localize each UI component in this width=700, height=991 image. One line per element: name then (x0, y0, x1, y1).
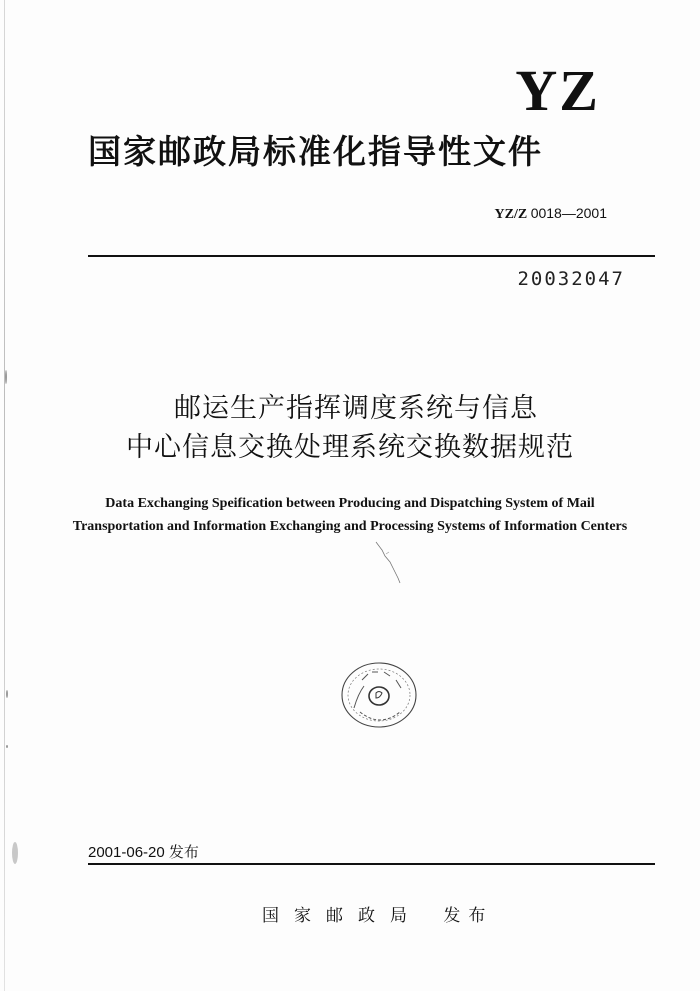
top-rule (88, 255, 655, 257)
standard-prefix: YZ/Z (494, 207, 528, 222)
publisher-organization: 国家邮政局 (262, 906, 422, 926)
standard-code: 0018—2001 (530, 205, 607, 221)
scan-speck (5, 370, 7, 384)
english-title-line-2: Transportation and Information Exchanging and Processing Systems of Information Centers (72, 519, 628, 534)
scan-speck (6, 690, 8, 698)
scan-speck (12, 842, 18, 864)
pen-mark (372, 540, 412, 585)
standard-number (495, 205, 607, 223)
issue-date: 2001-06-20 发布 (88, 844, 199, 861)
organization-title: 国家邮政局标准化指导性文件 (88, 132, 543, 171)
library-seal (338, 660, 420, 730)
bottom-rule (88, 863, 655, 865)
yz-mark: YZ (515, 58, 600, 123)
scan-speck (6, 745, 8, 748)
serial-stamp: 20032047 (517, 268, 625, 290)
publisher-line (262, 901, 493, 926)
publisher-action: 发布 (443, 906, 494, 926)
chinese-title-line-2: 中心信息交换处理系统交换数据规范 (126, 432, 574, 463)
english-title-line-1: Data Exchanging Speification between Producing and Dispatching System of Mail (105, 496, 595, 511)
chinese-title-line-1: 邮运生产指挥调度系统与信息 (174, 393, 538, 424)
